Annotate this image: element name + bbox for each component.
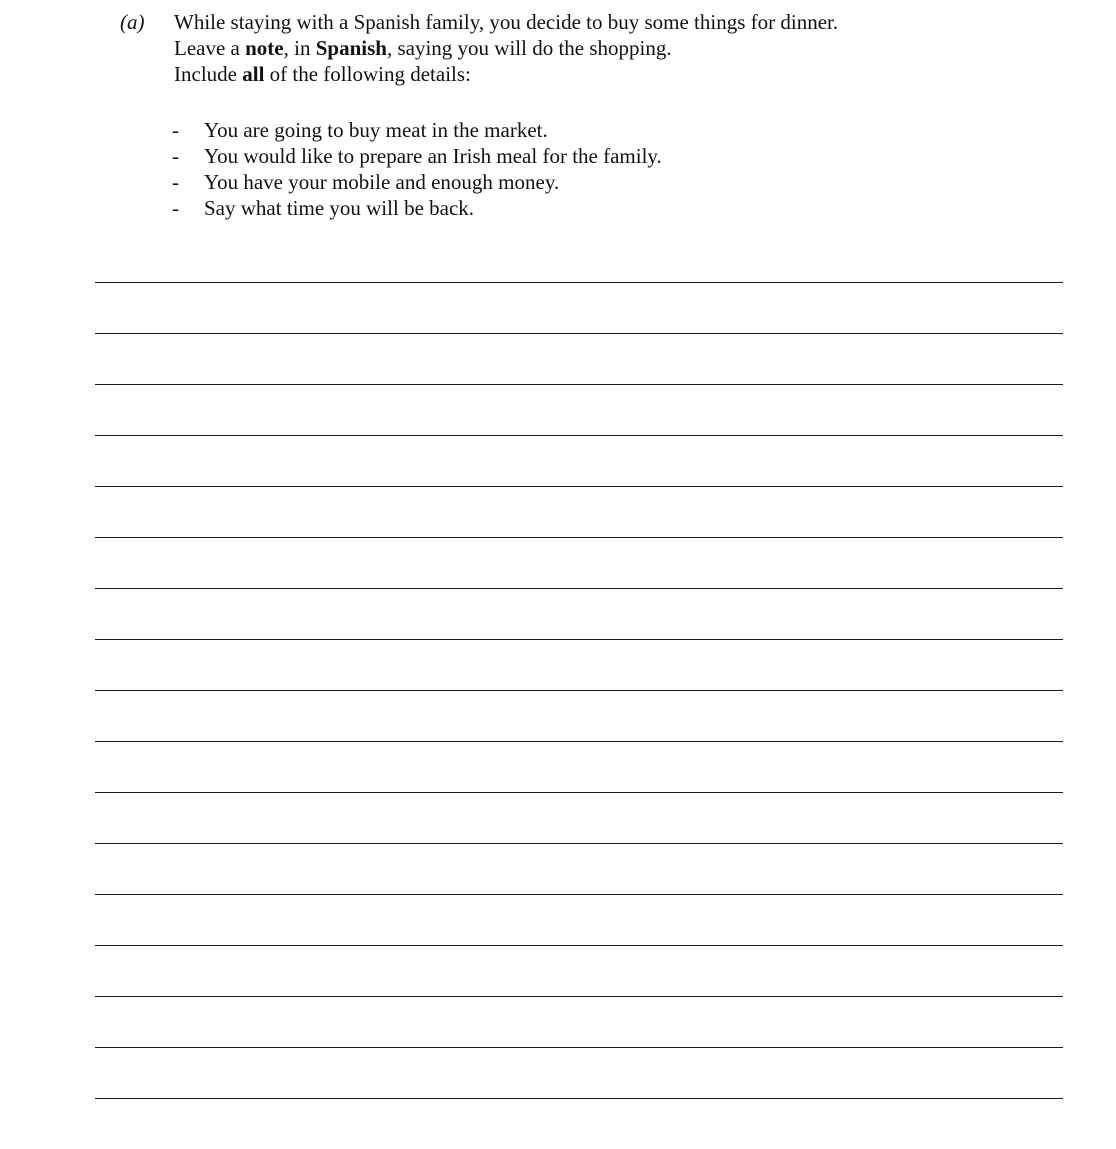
question-label: (a) [120,10,145,34]
detail-item [172,195,662,221]
instruction-text: of the following details: [264,62,471,86]
question-instructions [174,9,1074,87]
instruction-text: Include [174,62,243,86]
detail-item [172,143,662,169]
detail-item [172,117,662,143]
answer-line[interactable] [95,639,1063,690]
answer-writing-area[interactable] [95,282,1063,1149]
emphasis-spanish: Spanish [315,36,387,60]
instruction-line-2 [174,35,1074,61]
answer-line[interactable] [95,1047,1063,1098]
instruction-text: , in [283,36,316,60]
detail-text: Say what time you will be back. [204,196,475,220]
answer-line[interactable] [95,843,1063,894]
detail-item [172,169,662,195]
dash-bullet: - [172,170,179,194]
detail-text: You would like to prepare an Irish meal for the family. [204,144,662,168]
emphasis-note: note [245,36,284,60]
instruction-text: , saying you will do the shopping. [386,36,672,60]
answer-line[interactable] [95,996,1063,1047]
answer-line[interactable] [95,384,1063,435]
dash-bullet: - [172,118,179,142]
answer-line[interactable] [95,945,1063,996]
emphasis-all: all [242,62,265,86]
answer-line[interactable] [95,537,1063,588]
instruction-line-1: While staying with a Spanish family, you decide to buy some things for dinner. [174,10,839,34]
details-list [172,117,662,221]
instruction-text: Leave a [174,36,246,60]
answer-line[interactable] [95,333,1063,384]
answer-line[interactable] [95,894,1063,945]
answer-line[interactable] [95,282,1063,333]
dash-bullet: - [172,196,179,220]
answer-line[interactable] [95,690,1063,741]
answer-line[interactable] [95,588,1063,639]
detail-text: You are going to buy meat in the market. [204,118,548,142]
detail-text: You have your mobile and enough money. [204,170,560,194]
answer-line[interactable] [95,486,1063,537]
dash-bullet: - [172,144,179,168]
answer-line[interactable] [95,741,1063,792]
answer-line[interactable] [95,435,1063,486]
answer-line[interactable] [95,792,1063,843]
answer-line[interactable] [95,1098,1063,1149]
instruction-line-3 [174,61,1074,87]
